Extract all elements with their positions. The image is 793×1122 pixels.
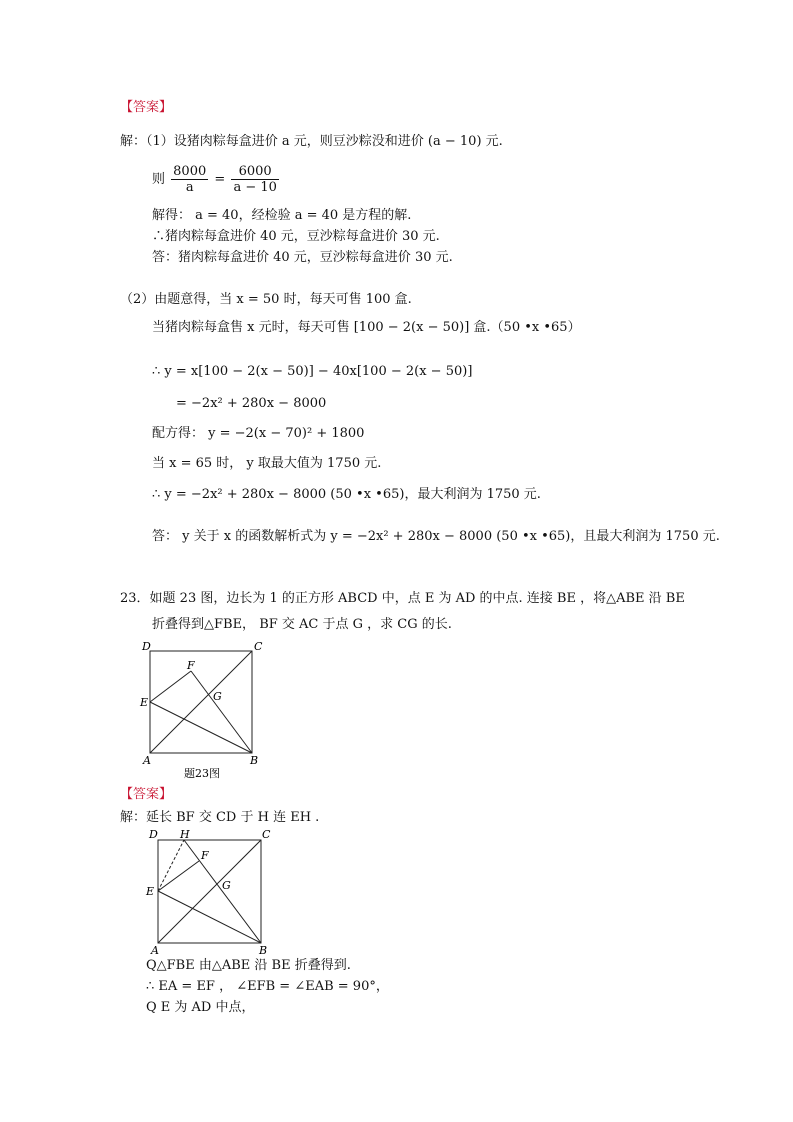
answer-label-2: 【答案】: [120, 787, 173, 802]
solution-part2-complete-square: 配方得： y = −2(x − 70)² + 1800: [152, 426, 365, 441]
label-d: D: [142, 640, 151, 653]
label-e-solution: E: [146, 885, 155, 898]
label-e: E: [140, 696, 149, 709]
fraction-right-numerator: 6000: [231, 164, 278, 180]
answer-label: 【答案】: [120, 100, 173, 115]
question-23-figure: [136, 638, 266, 780]
segment-fb: [191, 671, 252, 753]
fraction-left-numerator: 8000: [173, 164, 207, 179]
label-a-solution: A: [151, 944, 159, 957]
fraction-left-denominator: a: [185, 180, 194, 195]
solution-part2-answer: 答： y 关于 x 的函数解析式为 y = −2x² + 280x − 8000 (50 •x •65)，且最大利润为 1750 元.: [152, 529, 720, 544]
equation-fraction: [152, 164, 281, 196]
solution-part1-answer: 答：猪肉粽每盒进价 40 元，豆沙粽每盒进价 30 元.: [152, 250, 453, 265]
solution-23-fold: Q△FBE 由△ABE 沿 BE 折叠得到.: [146, 958, 351, 973]
segment-eb-solution: [158, 891, 261, 943]
solution-part2-therefore: ∴ y = −2x² + 280x − 8000 (50 •x •65)，最大利润为 1750 元.: [152, 487, 541, 502]
segment-eh-dashed: [158, 840, 184, 891]
fraction-left: [171, 164, 208, 195]
label-g-solution: G: [222, 879, 231, 892]
solution-part2-maximum: 当 x = 65 时， y 取最大值为 1750 元.: [152, 456, 382, 471]
solution-23-figure: [140, 826, 274, 958]
question-23-line1: 23．如题 23 图，边长为 1 的正方形 ABCD 中，点 E 为 AD 的中点. 连接 BE ，将△ABE 沿 BE: [120, 591, 685, 606]
solution-part1-solve: 解得： a = 40，经检验 a = 40 是方程的解.: [152, 208, 412, 223]
figure-caption: 题23图: [184, 767, 220, 780]
question-23-line2: 折叠得到△FBE， BF 交 AC 于点 G ，求 CG 的长.: [152, 617, 452, 632]
solution-23-equal: ∴ EA = EF ， ∠EFB = ∠EAB = 90°，: [146, 979, 389, 994]
label-c-solution: C: [262, 828, 271, 841]
label-h: H: [180, 828, 190, 841]
label-d-solution: D: [149, 828, 158, 841]
diagonal-ac-solution: [158, 840, 261, 943]
solution-23-intro: 解：延长 BF 交 CD 于 H 连 EH .: [120, 810, 320, 825]
equation-prefix: 则: [152, 172, 166, 187]
label-b-solution: B: [259, 944, 268, 957]
label-b: B: [250, 754, 259, 767]
solution-23-midpoint: Q E 为 AD 中点，: [146, 1000, 255, 1015]
label-c: C: [254, 640, 263, 653]
solution-part2-intro: （2）由题意得，当 x = 50 时，每天可售 100 盒.: [120, 292, 412, 307]
label-a: A: [143, 754, 151, 767]
label-g: G: [213, 690, 222, 703]
diagonal-ac: [150, 651, 252, 753]
solution-part2-function: ∴ y = x[100 − 2(x − 50)] − 40x[100 − 2(x − 50)]: [152, 364, 473, 379]
label-f-solution: F: [201, 849, 209, 862]
equals-sign: =: [214, 172, 226, 187]
solution-part2-quantity: 当猪肉粽每盒售 x 元时，每天可售 [100 − 2(x − 50)] 盒.（50 •x •65）: [152, 320, 581, 335]
segment-ef-solution: [158, 861, 199, 891]
solution-part1-therefore: ∴猪肉粽每盒进价 40 元，豆沙粽每盒进价 30 元.: [152, 229, 440, 244]
segment-eb: [150, 702, 252, 753]
fraction-right-denominator: a − 10: [233, 180, 277, 195]
fraction-right: [231, 164, 278, 195]
solution-part2-expanded: = −2x² + 280x − 8000: [176, 396, 327, 411]
solution-part1-intro: 解：（1）设猪肉粽每盒进价 a 元，则豆沙粽没和进价 (a − 10) 元.: [120, 134, 503, 149]
segment-ef: [150, 671, 191, 702]
label-f: F: [187, 659, 195, 672]
